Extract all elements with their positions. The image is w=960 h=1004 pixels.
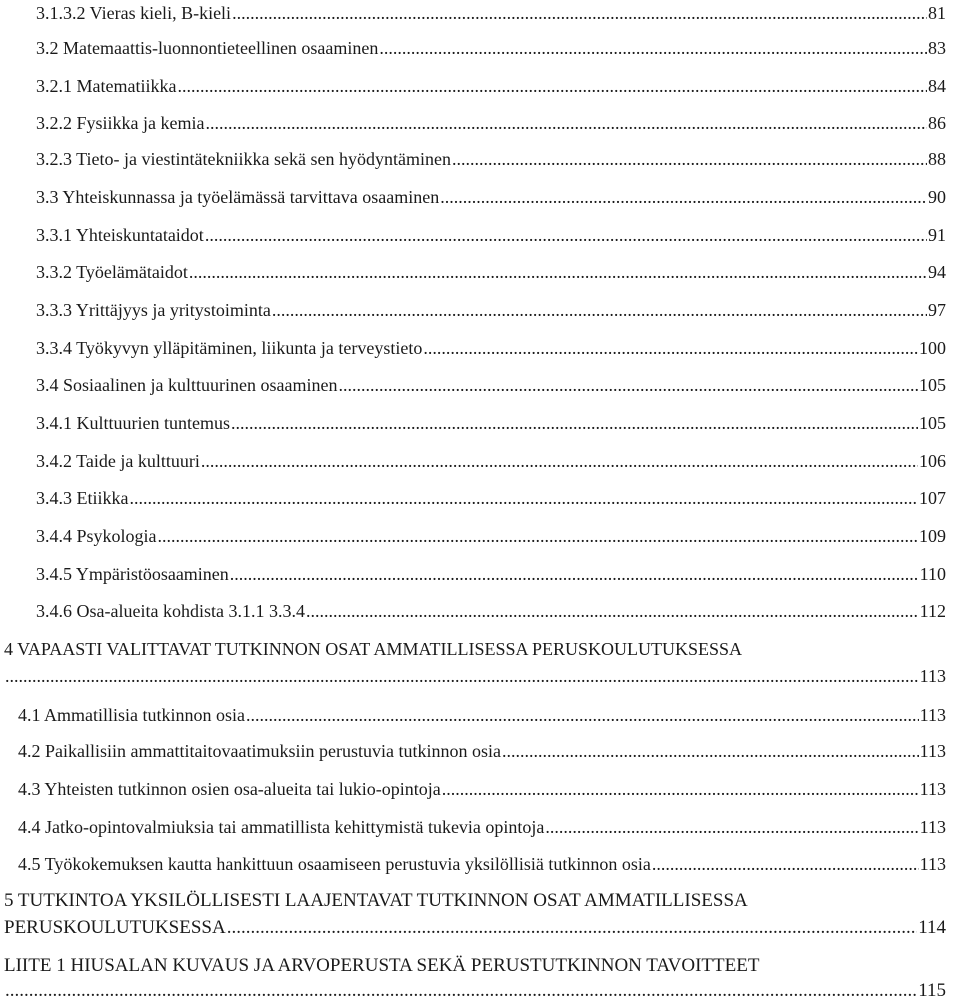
toc-entry-page: 112 <box>919 601 946 621</box>
toc-entry-page: 97 <box>928 300 946 320</box>
toc-entry-heading[interactable] <box>4 888 946 914</box>
toc-entry-title: 3.2.2 Fysiikka ja kemia <box>36 113 205 133</box>
toc-dot-leader <box>545 814 918 840</box>
toc-entry[interactable] <box>36 448 946 474</box>
toc-entry[interactable] <box>36 335 946 361</box>
toc-dot-leader <box>246 702 919 728</box>
toc-entry[interactable] <box>18 738 946 764</box>
toc-entry-title: 5 TUTKINTOA YKSILÖLLISESTI LAAJENTAVAT TUTKINNON OSAT AMMATILLISESSA <box>4 890 748 911</box>
toc-entry-heading[interactable] <box>4 636 946 662</box>
toc-dot-leader <box>272 297 927 323</box>
toc-entry-title: 3.2.1 Matematiikka <box>36 76 177 96</box>
toc-entry[interactable] <box>36 561 946 587</box>
toc-dot-leader <box>423 335 918 361</box>
toc-entry-title: 3.1.3.2 Vieras kieli, B-kieli <box>36 3 232 23</box>
toc-entry-title: 3.3.1 Yhteiskuntataidot <box>36 225 204 245</box>
toc-dot-leader <box>5 663 919 689</box>
toc-dot-leader <box>379 35 927 61</box>
toc-entry-page: 83 <box>928 38 946 58</box>
toc-entry-page: 84 <box>928 76 946 96</box>
toc-dot-leader <box>306 598 919 624</box>
toc-dot-leader <box>227 915 918 941</box>
toc-entry-page: 110 <box>919 564 946 584</box>
toc-entry[interactable] <box>36 297 946 323</box>
toc-dot-leader <box>5 978 917 1004</box>
toc-entry-page: 106 <box>919 451 946 471</box>
toc-entry-page: 81 <box>928 3 946 23</box>
toc-entry[interactable] <box>36 222 946 248</box>
toc-dot-leader <box>230 561 919 587</box>
toc-entry-page: 113 <box>919 854 946 874</box>
toc-entry[interactable] <box>4 915 946 941</box>
toc-entry-leader-line <box>4 978 946 1004</box>
toc-dot-leader <box>440 184 927 210</box>
toc-dot-leader <box>158 523 918 549</box>
toc-entry-page: 115 <box>918 980 946 1001</box>
toc-entry[interactable] <box>36 485 946 511</box>
toc-entry-title: 3.4.5 Ympäristöosaaminen <box>36 564 229 584</box>
toc-entry[interactable] <box>18 814 946 840</box>
toc-entry-page: 90 <box>928 187 946 207</box>
toc-entry[interactable] <box>18 776 946 802</box>
toc-entry[interactable] <box>36 73 946 99</box>
toc-dot-leader <box>205 110 927 136</box>
toc-entry-title: LIITE 1 HIUSALAN KUVAUS JA ARVOPERUSTA SEKÄ PERUSTUTKINNON TAVOITTEET <box>4 955 760 976</box>
toc-entry-page: 91 <box>928 225 946 245</box>
toc-entry-title: 3.4.6 Osa-alueita kohdista 3.1.1 3.3.4 <box>36 601 305 621</box>
toc-entry[interactable] <box>36 410 946 436</box>
toc-entry-title: 4.2 Paikallisiin ammattitaitovaatimuksiin perustuvia tutkinnon osia <box>18 741 501 761</box>
toc-entry-title: 3.3.3 Yrittäjyys ja yritystoiminta <box>36 300 271 320</box>
toc-entry-page: 113 <box>919 741 946 761</box>
toc-entry-title: 3.4.4 Psykologia <box>36 526 157 546</box>
toc-dot-leader <box>201 448 918 474</box>
toc-entry-title: 4.1 Ammatillisia tutkinnon osia <box>18 705 245 725</box>
toc-entry-title: 3.4.2 Taide ja kulttuuri <box>36 451 200 471</box>
toc-entry-page: 94 <box>928 262 946 282</box>
toc-entry[interactable] <box>36 110 946 136</box>
toc-entry-page: 109 <box>919 526 946 546</box>
toc-dot-leader <box>130 485 919 511</box>
toc-entry-title: 4 VAPAASTI VALITTAVAT TUTKINNON OSAT AMMATILLISESSA PERUSKOULUTUKSESSA <box>4 639 743 659</box>
toc-entry-title: 3.4.1 Kulttuurien tuntemus <box>36 413 230 433</box>
toc-entry[interactable] <box>36 184 946 210</box>
toc-entry-heading[interactable] <box>4 953 946 979</box>
toc-entry-page: 88 <box>928 149 946 169</box>
toc-entry-title: 4.4 Jatko-opintovalmiuksia tai ammatillista kehittymistä tukevia opintoja <box>18 817 545 837</box>
toc-entry[interactable] <box>36 259 946 285</box>
toc-entry-page: 113 <box>919 705 946 725</box>
toc-entry-title: 3.3 Yhteiskunnassa ja työelämässä tarvittava osaaminen <box>36 187 440 207</box>
toc-dot-leader <box>502 738 919 764</box>
toc-entry-page: 113 <box>919 779 946 799</box>
toc-entry-title: 3.2 Matemaattis-luonnontieteellinen osaaminen <box>36 38 379 58</box>
toc-entry-page: 107 <box>919 488 946 508</box>
toc-entry-title: 4.3 Yhteisten tutkinnon osien osa-alueita tai lukio-opintoja <box>18 779 441 799</box>
toc-dot-leader <box>205 222 927 248</box>
toc-entry-page: 114 <box>918 917 946 938</box>
toc-entry[interactable] <box>36 372 946 398</box>
toc-entry-title: 3.2.3 Tieto- ja viestintätekniikka sekä sen hyödyntäminen <box>36 149 451 169</box>
toc-dot-leader <box>177 73 927 99</box>
toc-dot-leader <box>231 410 918 436</box>
toc-entry-page: 113 <box>919 666 946 686</box>
toc-entry[interactable] <box>18 851 946 877</box>
toc-entry-title: 3.4 Sosiaalinen ja kulttuurinen osaaminen <box>36 375 338 395</box>
toc-entry[interactable] <box>36 146 946 172</box>
toc-dot-leader <box>338 372 918 398</box>
toc-dot-leader <box>189 259 927 285</box>
toc-entry-title: 4.5 Työkokemuksen kautta hankittuun osaamiseen perustuvia yksilöllisiä tutkinnon osia <box>18 854 651 874</box>
toc-entry-page: 86 <box>928 113 946 133</box>
toc-dot-leader <box>232 0 927 26</box>
toc-entry[interactable] <box>36 598 946 624</box>
toc-entry-page: 105 <box>919 413 946 433</box>
toc-entry[interactable] <box>36 35 946 61</box>
toc-entry-title: 3.3.4 Työkyvyn ylläpitäminen, liikunta ja terveystieto <box>36 338 423 358</box>
toc-entry-page: 105 <box>919 375 946 395</box>
toc-entry-leader-line <box>4 663 946 689</box>
toc-dot-leader <box>652 851 919 877</box>
toc-entry[interactable] <box>18 702 946 728</box>
toc-entry-page: 113 <box>919 817 946 837</box>
toc-entry-page: 100 <box>919 338 946 358</box>
toc-entry[interactable] <box>36 0 946 26</box>
toc-dot-leader <box>452 146 927 172</box>
toc-entry[interactable] <box>36 523 946 549</box>
toc-entry-title-continued: PERUSKOULUTUKSESSA <box>4 917 226 938</box>
toc-dot-leader <box>442 776 919 802</box>
toc-entry-title: 3.4.3 Etiikka <box>36 488 129 508</box>
toc-entry-title: 3.3.2 Työelämätaidot <box>36 262 188 282</box>
